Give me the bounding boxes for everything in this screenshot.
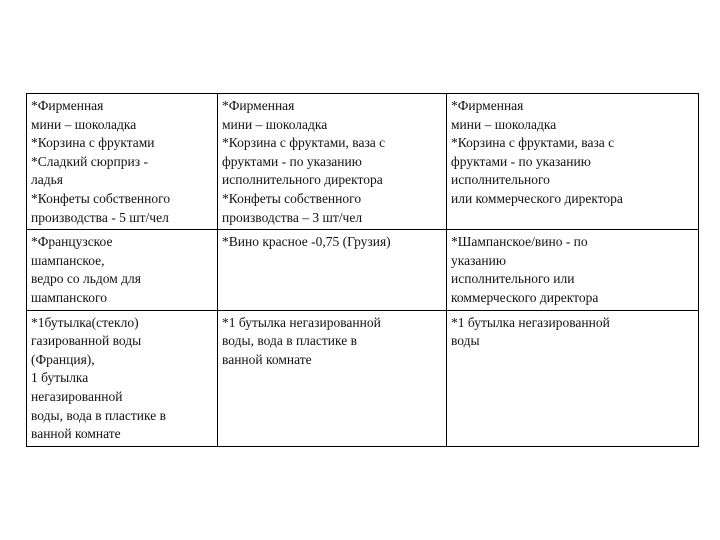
amenities-table: [26, 93, 699, 447]
table-cell: *Фирменная мини – шоколадка *Корзина с фруктами, ваза с фруктами - по указанию исполнительного или коммерческого директора: [447, 94, 699, 230]
table-cell: *Шампанское/вино - по указанию исполнительного или коммерческого директора: [447, 230, 699, 310]
table-cell: *1бутылка(стекло) газированной воды (Франция), 1 бутылка негазированной воды, вода в пластике в ванной комнате: [27, 310, 218, 446]
table-cell: *1 бутылка негазированной воды: [447, 310, 699, 446]
table-row: [27, 310, 699, 446]
table-cell: *Фирменная мини – шоколадка *Корзина с фруктами *Сладкий сюрприз - ладья *Конфеты собственного производства - 5 шт/чел: [27, 94, 218, 230]
table-cell: *Вино красное -0,75 (Грузия): [218, 230, 447, 310]
table-cell: *1 бутылка негазированной воды, вода в пластике в ванной комнате: [218, 310, 447, 446]
table-row: [27, 230, 699, 310]
table-cell: *Фирменная мини – шоколадка *Корзина с фруктами, ваза с фруктами - по указанию исполнительного директора *Конфеты собственного производства – 3 шт/чел: [218, 94, 447, 230]
table-cell: *Французское шампанское, ведро со льдом для шампанского: [27, 230, 218, 310]
table-row: [27, 94, 699, 230]
